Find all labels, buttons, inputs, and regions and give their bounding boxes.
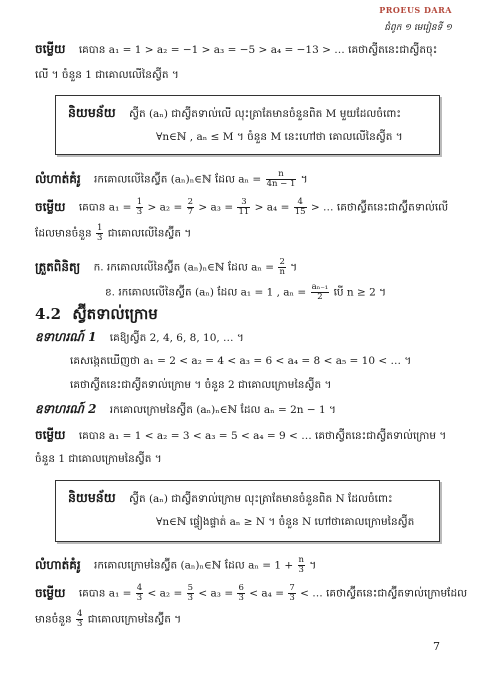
definition-2-text-b: ∀n∈ℕ ផ្ទៀងផ្ទាត់ aₙ ≥ N ។ ចំនួន N ហៅថាគោលក្រោមនៃស្វ៊ីត [156, 516, 415, 528]
fraction: $\frac{4}{3}$ [136, 583, 143, 603]
solution-1-line-1 [35, 42, 437, 57]
definition-2-text-a: ស្វ៊ីត (aₙ) ជាស្វ៊ីតទាល់ក្រោម លុះត្រាតែមានចំនួនពិត N ដែលចំពោះ [128, 493, 393, 505]
section-title: ស្វ៊ីតទាល់ក្រោម [72, 305, 158, 323]
definition-box-1 [55, 95, 440, 155]
fraction: $\frac{4}{15}$ [294, 197, 306, 217]
example-1-conclusion: គេថាស្វ៊ីតនេះជាស្វ៊ីតទាល់ក្រោម ។ ចំនួន 2 ជាគោលក្រោមនៃស្វ៊ីត ។ [70, 379, 332, 391]
example-label: ឧទាហរណ៍ 1 [35, 330, 97, 344]
fraction: $\frac{5}{3}$ [187, 583, 194, 603]
brand-label: PROEUS DARA [379, 5, 452, 15]
fraction: $\frac{n}{3}$ [298, 555, 304, 575]
fraction: $\frac{1}{3}$ [136, 197, 143, 217]
solution-4-line-1: ចម្លើយ គេបាន a₁ = $\frac{4}{3}$ < a₂ = $\frac{5}{3}$ < a₃ = $\frac{6}{3}$ < a₄ = $\frac{7}{3}$ < … គេថាស្វ៊ីតនេះជាស្វ៊ីតទាល់ក្រោមដែល [35, 583, 468, 603]
check-label: ត្រួតពិនិត្យ [35, 259, 81, 274]
definition-box-2 [55, 480, 440, 542]
solution-1-text-a: គេបាន a₁ = 1 > a₂ = −1 > a₃ = −5 > a₄ = −13 > … គេថាស្វ៊ីតនេះជាស្វ៊ីតចុះ [78, 44, 438, 56]
solution-3-line-2: ចំនួន 1 ជាគោលក្រោមនៃស្វ៊ីត ។ [35, 453, 162, 465]
solution-label: ចម្លើយ [35, 585, 66, 600]
exercise-2: លំហាត់គំរូ រកគោលក្រោមនៃស្វ៊ីត (aₙ)ₙ∈ℕ ដែល aₙ = 1 + $\frac{n}{3}$ ។ [35, 555, 317, 575]
solution-4-line-2: មានចំនួន $\frac{4}{3}$ ជាគោលក្រោមនៃស្វ៊ីត ។ [35, 609, 182, 629]
solution-label: ចម្លើយ [35, 42, 66, 56]
solution-1-text-b: លើ ។ ចំនួន 1 ជាគោលលើនៃស្វ៊ីត ។ [35, 69, 179, 81]
definition-label: និយមន័យ [68, 105, 116, 120]
definition-1-text-a: ស្វ៊ីត (aₙ) ជាស្វ៊ីតទាល់លើ លុះត្រាតែមានចំនួនពិត M មួយដែលចំពោះ [128, 108, 402, 120]
exercise-label: លំហាត់គំរូ [35, 557, 81, 572]
exercise-label: លំហាត់គំរូ [35, 171, 81, 186]
exercise-1-text: រកគោលលើនៃស្វ៊ីត (aₙ)ₙ∈ℕ ដែល aₙ = [94, 173, 262, 186]
section-number: 4.2 [35, 305, 62, 323]
check-item-b: ខ. រកគោលលើនៃស្វ៊ីត (aₙ) ដែល a₁ = 1 , aₙ = $\frac{\text{aₙ₋₁}}{2}$ បើ n ≥ 2 ។ [105, 282, 387, 302]
definition-label: និយមន័យ [68, 490, 116, 505]
example-1-observation: គេសង្កេតឃើញថា a₁ = 2 < a₂ = 4 < a₃ = 6 < a₄ = 8 < a₅ = 10 < … ។ [70, 355, 412, 367]
solution-2-line-1: ចម្លើយ គេបាន a₁ = $\frac{1}{3}$ > a₂ = $\frac{2}{7}$ > a₃ = $\frac{3}{11}$ > a₄ = $\frac{4}{15}$ > … គេថាស្វ៊ីតនេះជាស្វ៊ីតទាល់លើ [35, 197, 449, 217]
example-1: ឧទាហរណ៍ 1 គេឱ្យស្វ៊ីត 2, 4, 6, 8, 10, … ។ [35, 330, 244, 344]
solution-2-line-2: ដែលមានចំនួន $\frac{1}{3}$ ជាគោលលើនៃស្វ៊ីត ។ [35, 223, 192, 243]
solution-label: ចម្លើយ [35, 428, 66, 442]
fraction: $\frac{7}{3}$ [289, 583, 295, 603]
example-2: ឧទាហរណ៍ 2 រកគោលក្រោមនៃស្វ៊ីត (aₙ)ₙ∈ℕ ដែល aₙ = 2n − 1 ។ [35, 402, 336, 416]
section-heading [35, 305, 158, 327]
definition-1-text-b: ∀n∈ℕ , aₙ ≤ M ។ ចំនួន M នេះហៅថា គោលលើនៃស្វ៊ីត ។ [156, 131, 403, 143]
fraction: $\frac{2}{n}$ [279, 257, 285, 277]
fraction: $\frac{4}{3}$ [77, 609, 83, 629]
solution-3-line-1: ចម្លើយ គេបាន a₁ = 1 < a₂ = 3 < a₃ = 5 < a₄ = 9 < … គេថាស្វ៊ីតនេះជាស្វ៊ីតទាល់ក្រោម ។ [35, 428, 447, 442]
exercise-1-fraction: $\frac{n}{4n - 1}$ [266, 169, 296, 189]
fraction: $\frac{6}{3}$ [238, 583, 244, 603]
check-item-a: ត្រួតពិនិត្យ ក. រកគោលលើនៃស្វ៊ីត (aₙ)ₙ∈ℕ ដែល aₙ = $\frac{2}{n}$ ។ [35, 257, 298, 277]
fraction: $\frac{1}{3}$ [97, 223, 103, 243]
fraction: $\frac{2}{7}$ [187, 197, 194, 217]
fraction: $\frac{3}{11}$ [238, 197, 250, 217]
solution-label: ចម្លើយ [35, 199, 66, 214]
exercise-1: លំហាត់គំរូ រកគោលលើនៃស្វ៊ីត (aₙ)ₙ∈ℕ ដែល aₙ = $\frac{n}{4n - 1}$ ។ [35, 169, 308, 189]
chapter-header: ជំពូក ១ មេរៀនទី ១ [384, 23, 452, 33]
page-number: 7 [433, 640, 440, 653]
example-label: ឧទាហរណ៍ 2 [35, 402, 97, 416]
fraction: $\frac{\text{aₙ₋₁}}{2}$ [311, 282, 329, 302]
